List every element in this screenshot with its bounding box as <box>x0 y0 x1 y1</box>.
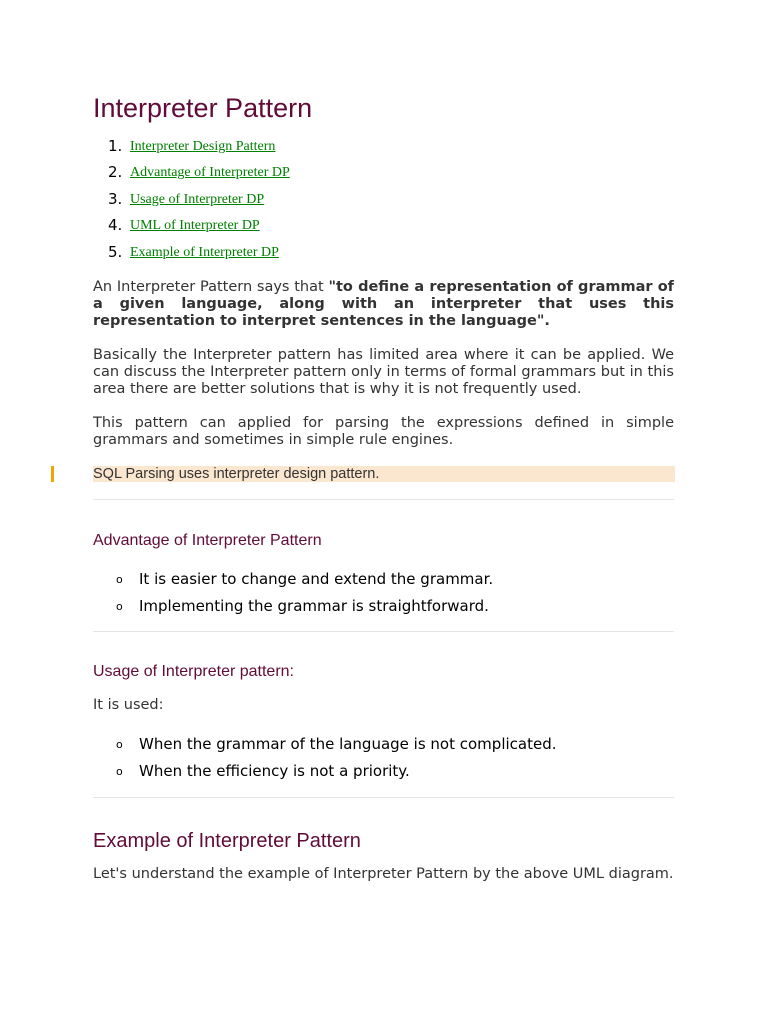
article <box>93 90 674 883</box>
list-item <box>116 566 674 593</box>
table-of-contents <box>93 134 674 266</box>
toc-link-usage[interactable]: Usage of Interpreter DP <box>130 191 265 207</box>
toc-link-uml[interactable]: UML of Interpreter DP <box>130 218 260 234</box>
toc-item <box>130 240 674 266</box>
bullet-marker: o <box>116 572 123 586</box>
section-divider <box>93 631 674 632</box>
toc-item <box>130 160 674 186</box>
note-text: SQL Parsing uses interpreter design pattern. <box>93 465 380 482</box>
toc-item <box>130 134 674 160</box>
section-divider <box>93 797 674 798</box>
note-accent-bar <box>51 466 54 482</box>
toc-item <box>130 213 674 239</box>
advantage-heading: Advantage of Interpreter Pattern <box>93 531 322 549</box>
note-box <box>93 466 675 482</box>
toc-link-interpreter-design-pattern[interactable]: Interpreter Design Pattern <box>130 139 276 154</box>
usage-list <box>93 731 674 785</box>
intro-definition: "to define a representation of grammar of a given language, along with an interpreter that uses this representation to interpret sentences in the language". <box>93 278 674 329</box>
advantage-list <box>93 566 674 620</box>
list-item-text: It is easier to change and extend the grammar. <box>139 569 494 588</box>
toc-link-advantage[interactable]: Advantage of Interpreter DP <box>130 165 290 181</box>
example-paragraph: Let's understand the example of Interpreter Pattern by the above UML diagram. <box>93 865 674 882</box>
toc-link-example[interactable]: Example of Interpreter DP <box>130 244 279 260</box>
intro-lead: An Interpreter Pattern says that <box>93 278 329 295</box>
bullet-marker: o <box>116 737 123 751</box>
page-title: Interpreter Pattern <box>93 93 313 123</box>
example-heading: Example of Interpreter Pattern <box>93 829 361 852</box>
list-item-text: When the efficiency is not a priority. <box>139 761 410 780</box>
parsing-paragraph: This pattern can applied for parsing the expressions defined in simple grammars and sometimes in simple rule engines. <box>93 414 674 448</box>
bullet-marker: o <box>116 599 123 613</box>
list-item-text: Implementing the grammar is straightforward. <box>139 596 489 615</box>
list-item-text: When the grammar of the language is not complicated. <box>139 734 557 753</box>
toc-item <box>130 187 674 213</box>
usage-lead: It is used: <box>93 696 164 713</box>
list-item <box>116 758 674 785</box>
bullet-marker: o <box>116 764 123 778</box>
intro-paragraph <box>93 279 674 330</box>
limitation-paragraph: Basically the Interpreter pattern has limited area where it can be applied. We can discuss the Interpreter pattern only in terms of formal grammars but in this area there are better solutions that is why it is not frequently used. <box>93 346 674 397</box>
list-item <box>116 593 674 620</box>
usage-heading: Usage of Interpreter pattern: <box>93 662 294 680</box>
section-divider <box>93 499 674 500</box>
list-item <box>116 731 674 758</box>
